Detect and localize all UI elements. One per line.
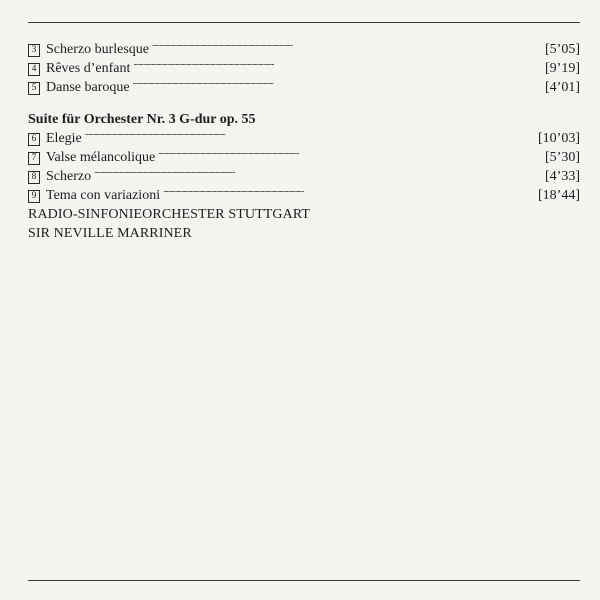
orchestra-credit: RADIO-SINFONIEORCHESTER STUTTGART <box>28 207 311 222</box>
top-rule <box>28 22 580 23</box>
track-row <box>28 78 580 97</box>
track-number: 5 <box>28 82 40 95</box>
track-title: Valse mélancolique <box>46 150 156 165</box>
track-title: Rêves d’enfant <box>46 61 131 76</box>
track-duration: [4’01] <box>545 80 580 95</box>
suite-heading: Suite für Orchester Nr. 3 G-dur op. 55 <box>28 112 256 127</box>
track-duration: [18’44] <box>538 188 580 203</box>
track-title: Scherzo <box>46 169 92 184</box>
track-number: 3 <box>28 44 40 57</box>
track-row <box>28 129 580 148</box>
dot-leader <box>152 41 544 53</box>
track-number: 9 <box>28 190 40 203</box>
conductor-credit: SIR NEVILLE MARRINER <box>28 226 192 241</box>
track-group-1 <box>28 40 580 97</box>
track-number: 8 <box>28 171 40 184</box>
track-row <box>28 40 580 59</box>
track-listing <box>28 40 580 243</box>
track-duration: [10’03] <box>538 131 580 146</box>
track-duration: [5’30] <box>545 150 580 165</box>
track-duration: [9’19] <box>545 61 580 76</box>
dot-leader <box>85 130 537 142</box>
track-duration: [5’05] <box>545 42 580 57</box>
track-row <box>28 59 580 78</box>
track-duration: [4’33] <box>545 169 580 184</box>
dot-leader <box>133 60 544 72</box>
dot-leader <box>163 187 537 199</box>
track-title: Tema con variazioni <box>46 188 161 203</box>
track-title: Danse baroque <box>46 80 130 95</box>
dot-leader <box>158 149 544 161</box>
dot-leader <box>94 168 544 180</box>
track-title: Scherzo burlesque <box>46 42 150 57</box>
track-number: 6 <box>28 133 40 146</box>
track-row <box>28 148 580 167</box>
dot-leader <box>133 79 544 91</box>
track-number: 7 <box>28 152 40 165</box>
track-title: Elegie <box>46 131 82 146</box>
track-number: 4 <box>28 63 40 76</box>
track-row <box>28 186 580 205</box>
bottom-rule <box>28 580 580 581</box>
track-row <box>28 167 580 186</box>
